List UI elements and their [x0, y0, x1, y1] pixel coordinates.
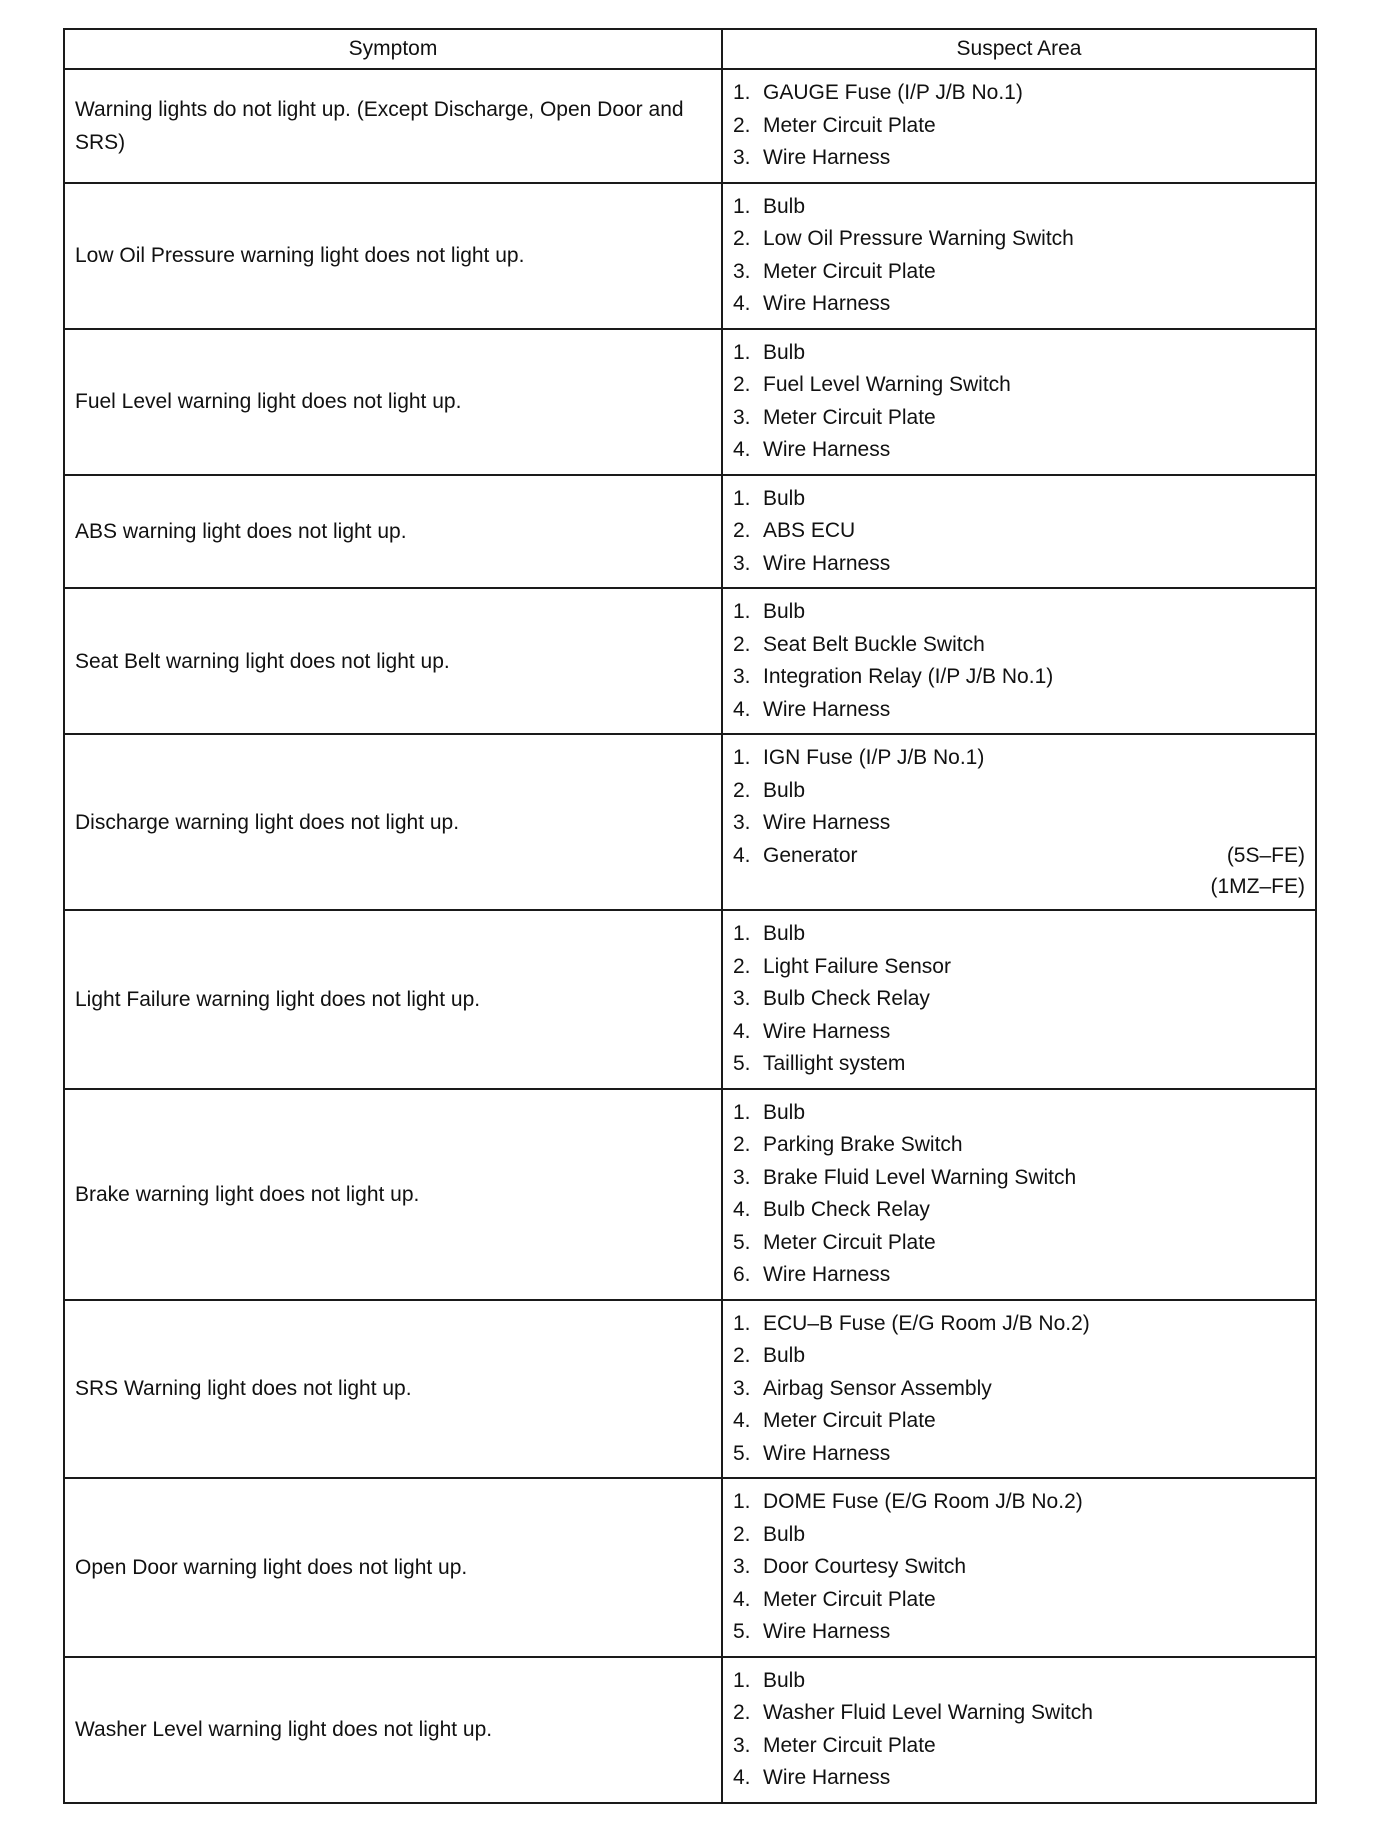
list-item: [733, 1259, 1305, 1292]
item-number: 3.: [733, 665, 751, 688]
suspect-list: [733, 1665, 1305, 1795]
item-text: Bulb: [763, 1344, 806, 1367]
suspect-area-cell: [722, 475, 1316, 589]
item-number: 2.: [733, 632, 751, 656]
list-item: [733, 223, 1305, 256]
item-text: GAUGE Fuse (I/P J/B No.1): [763, 81, 1023, 104]
item-text: Washer Fluid Level Warning Switch: [763, 1701, 1093, 1724]
list-item: [733, 402, 1305, 435]
table-row: [64, 734, 1316, 910]
list-item: [733, 1762, 1305, 1795]
table-row: [64, 1478, 1316, 1657]
suspect-area-cell: [722, 734, 1316, 910]
item-number: 1.: [733, 81, 751, 104]
table-header: [64, 29, 1316, 69]
list-item: [733, 629, 1305, 662]
item-text: Integration Relay (I/P J/B No.1): [763, 665, 1054, 688]
list-item: [733, 288, 1305, 321]
suspect-area-cell: [722, 1657, 1316, 1803]
list-item: [733, 661, 1305, 694]
item-text: Wire Harness: [763, 551, 891, 575]
item-number: 3.: [733, 811, 751, 834]
item-text: Bulb Check Relay: [763, 987, 930, 1010]
engine-note: (1MZ–FE): [1210, 875, 1305, 898]
suspect-area-cell: [722, 329, 1316, 475]
item-text: Meter Circuit Plate: [763, 259, 936, 283]
item-text: Taillight system: [763, 1052, 906, 1075]
list-item: [733, 110, 1305, 143]
item-text: Wire Harness: [763, 697, 891, 721]
item-number: 4.: [733, 697, 751, 721]
item-number: 5.: [733, 1052, 751, 1075]
list-item: [733, 918, 1305, 951]
symptom-cell: Washer Level warning light does not light up.: [64, 1657, 722, 1803]
list-item: [733, 1227, 1305, 1260]
item-number: 1.: [733, 746, 751, 769]
item-number: 2.: [733, 373, 751, 396]
list-item: [733, 142, 1305, 175]
item-text: Airbag Sensor Assembly: [763, 1376, 992, 1400]
suspect-area-header: Suspect Area: [722, 29, 1316, 69]
symptom-cell: Discharge warning light does not light up.: [64, 734, 722, 910]
item-number: 3.: [733, 405, 751, 429]
item-text: Generator: [763, 843, 858, 867]
list-item: [733, 434, 1305, 467]
item-number: 4.: [733, 438, 751, 461]
table-row: [64, 1089, 1316, 1300]
symptom-cell: Warning lights do not light up. (Except Discharge, Open Door and SRS): [64, 69, 722, 183]
item-number: 1.: [733, 600, 751, 623]
item-number: 4.: [733, 1198, 751, 1221]
table-row: [64, 1300, 1316, 1479]
item-number: 1.: [733, 340, 751, 364]
item-text: Bulb: [763, 1668, 806, 1692]
item-number: 3.: [733, 551, 751, 575]
list-item: [733, 1697, 1305, 1730]
suspect-area-cell: [722, 1478, 1316, 1657]
symptom-header: Symptom: [64, 29, 722, 69]
table-body: [64, 69, 1316, 1803]
item-number: 1.: [733, 1100, 751, 1124]
table-row: [64, 588, 1316, 734]
suspect-list: [733, 918, 1305, 1081]
suspect-list: [733, 1097, 1305, 1292]
item-number: 4.: [733, 292, 751, 315]
symptom-cell: Brake warning light does not light up.: [64, 1089, 722, 1300]
list-item: [733, 1194, 1305, 1227]
item-text: Bulb: [763, 1522, 806, 1546]
list-item: [733, 1097, 1305, 1130]
item-text: Meter Circuit Plate: [763, 1587, 936, 1611]
item-number: 2.: [733, 113, 751, 137]
list-item: [733, 1340, 1305, 1373]
list-item: [733, 1551, 1305, 1584]
list-item: [733, 191, 1305, 224]
list-item: [733, 256, 1305, 289]
item-number: 1.: [733, 1311, 751, 1335]
item-number: 2.: [733, 1133, 751, 1156]
list-item: [733, 1016, 1305, 1049]
list-item: [733, 1048, 1305, 1081]
list-item: [733, 1519, 1305, 1552]
suspect-list: [733, 742, 1305, 872]
list-item: [733, 515, 1305, 548]
engine-note: (5S–FE): [1226, 843, 1305, 867]
item-text: DOME Fuse (E/G Room J/B No.2): [763, 1490, 1083, 1513]
item-text: Meter Circuit Plate: [763, 113, 936, 137]
item-text: Door Courtesy Switch: [763, 1555, 967, 1578]
item-number: 4.: [733, 843, 751, 867]
item-number: 6.: [733, 1263, 751, 1286]
list-item: [733, 596, 1305, 629]
item-number: 4.: [733, 1019, 751, 1043]
item-text: Meter Circuit Plate: [763, 1733, 936, 1757]
symptom-cell: SRS Warning light does not light up.: [64, 1300, 722, 1479]
list-item: [733, 807, 1305, 840]
item-number: 5.: [733, 1620, 751, 1643]
item-text: Wire Harness: [763, 1441, 891, 1465]
suspect-list: [733, 596, 1305, 726]
list-item: [733, 775, 1305, 808]
list-item: [733, 1584, 1305, 1617]
item-text: Meter Circuit Plate: [763, 1409, 936, 1432]
list-item: [733, 694, 1305, 727]
suspect-list: [733, 191, 1305, 321]
suspect-list: [733, 483, 1305, 581]
item-text: Wire Harness: [763, 1263, 891, 1286]
item-number: 3.: [733, 1555, 751, 1578]
item-number: 2.: [733, 778, 751, 802]
item-number: 5.: [733, 1230, 751, 1254]
table-row: [64, 910, 1316, 1089]
symptom-cell: Fuel Level warning light does not light up.: [64, 329, 722, 475]
list-item: [733, 1486, 1305, 1519]
list-item: [733, 337, 1305, 370]
suspect-area-cell: [722, 1300, 1316, 1479]
item-text: Wire Harness: [763, 292, 891, 315]
item-number: 4.: [733, 1766, 751, 1789]
item-number: 1.: [733, 922, 751, 945]
suspect-area-cell: [722, 588, 1316, 734]
item-text: Wire Harness: [763, 811, 891, 834]
list-item: [733, 951, 1305, 984]
item-number: 3.: [733, 1165, 751, 1189]
symptom-cell: Low Oil Pressure warning light does not light up.: [64, 183, 722, 329]
item-number: 3.: [733, 259, 751, 283]
item-text: ABS ECU: [763, 519, 856, 542]
item-text: IGN Fuse (I/P J/B No.1): [763, 746, 985, 769]
item-text: Wire Harness: [763, 1766, 891, 1789]
table-row: [64, 1657, 1316, 1803]
list-item: [733, 1616, 1305, 1649]
suspect-list: [733, 77, 1305, 175]
item-number: 3.: [733, 1376, 751, 1400]
item-text: Bulb: [763, 922, 806, 945]
item-number: 2.: [733, 1344, 751, 1367]
item-text: Parking Brake Switch: [763, 1133, 963, 1156]
list-item: [733, 1438, 1305, 1471]
item-number: 2.: [733, 1701, 751, 1724]
symptom-cell: Open Door warning light does not light up.: [64, 1478, 722, 1657]
item-text: Fuel Level Warning Switch: [763, 373, 1011, 396]
item-text: Bulb: [763, 194, 806, 218]
item-text: Wire Harness: [763, 1019, 891, 1043]
item-text: Brake Fluid Level Warning Switch: [763, 1165, 1077, 1189]
item-number: 3.: [733, 1733, 751, 1757]
list-item: [733, 1373, 1305, 1406]
item-number: 2.: [733, 1522, 751, 1546]
suspect-area-cell: [722, 183, 1316, 329]
item-number: 5.: [733, 1441, 751, 1465]
item-number: 1.: [733, 486, 751, 510]
list-item: [733, 483, 1305, 516]
item-text: Wire Harness: [763, 438, 891, 461]
suspect-list: [733, 1308, 1305, 1471]
list-item: [733, 1730, 1305, 1763]
list-item: [733, 548, 1305, 581]
item-number: 2.: [733, 954, 751, 978]
item-text: Bulb Check Relay: [763, 1198, 930, 1221]
item-text: Bulb: [763, 486, 806, 510]
item-text: ECU–B Fuse (E/G Room J/B No.2): [763, 1311, 1090, 1335]
list-item: [733, 840, 1305, 873]
list-item: [733, 742, 1305, 775]
table-row: [64, 329, 1316, 475]
item-text: Seat Belt Buckle Switch: [763, 632, 985, 656]
item-number: 2.: [733, 519, 751, 542]
item-text: Low Oil Pressure Warning Switch: [763, 227, 1074, 250]
item-text: Bulb: [763, 1100, 806, 1124]
list-item: [733, 1405, 1305, 1438]
item-text: Light Failure Sensor: [763, 954, 951, 978]
symptom-cell: Light Failure warning light does not light up.: [64, 910, 722, 1089]
list-item: [733, 983, 1305, 1016]
item-number: 1.: [733, 1668, 751, 1692]
suspect-area-cell: [722, 69, 1316, 183]
item-number: 3.: [733, 987, 751, 1010]
symptom-cell: Seat Belt warning light does not light up.: [64, 588, 722, 734]
item-number: 3.: [733, 146, 751, 169]
item-number: 1.: [733, 1490, 751, 1513]
item-text: Meter Circuit Plate: [763, 405, 936, 429]
item-text: Wire Harness: [763, 146, 891, 169]
item-number: 1.: [733, 194, 751, 218]
table-row: [64, 69, 1316, 183]
item-text: Bulb: [763, 778, 806, 802]
item-number: 4.: [733, 1409, 751, 1432]
list-item: [733, 1665, 1305, 1698]
symptom-cell: ABS warning light does not light up.: [64, 475, 722, 589]
item-number: 2.: [733, 227, 751, 250]
header-row: [64, 29, 1316, 69]
item-text: Bulb: [763, 600, 806, 623]
table-row: [64, 475, 1316, 589]
troubleshooting-table: [63, 28, 1317, 1804]
table-row: [64, 183, 1316, 329]
list-item: [733, 1162, 1305, 1195]
item-text: Wire Harness: [763, 1620, 891, 1643]
list-item: [733, 369, 1305, 402]
suspect-list: [733, 337, 1305, 467]
item-text: Meter Circuit Plate: [763, 1230, 936, 1254]
suspect-list: [733, 1486, 1305, 1649]
list-item: [733, 77, 1305, 110]
suspect-area-cell: [722, 1089, 1316, 1300]
suspect-area-cell: [722, 910, 1316, 1089]
item-text: Bulb: [763, 340, 806, 364]
item-number: 4.: [733, 1587, 751, 1611]
list-item: [733, 1308, 1305, 1341]
list-item: [733, 1129, 1305, 1162]
